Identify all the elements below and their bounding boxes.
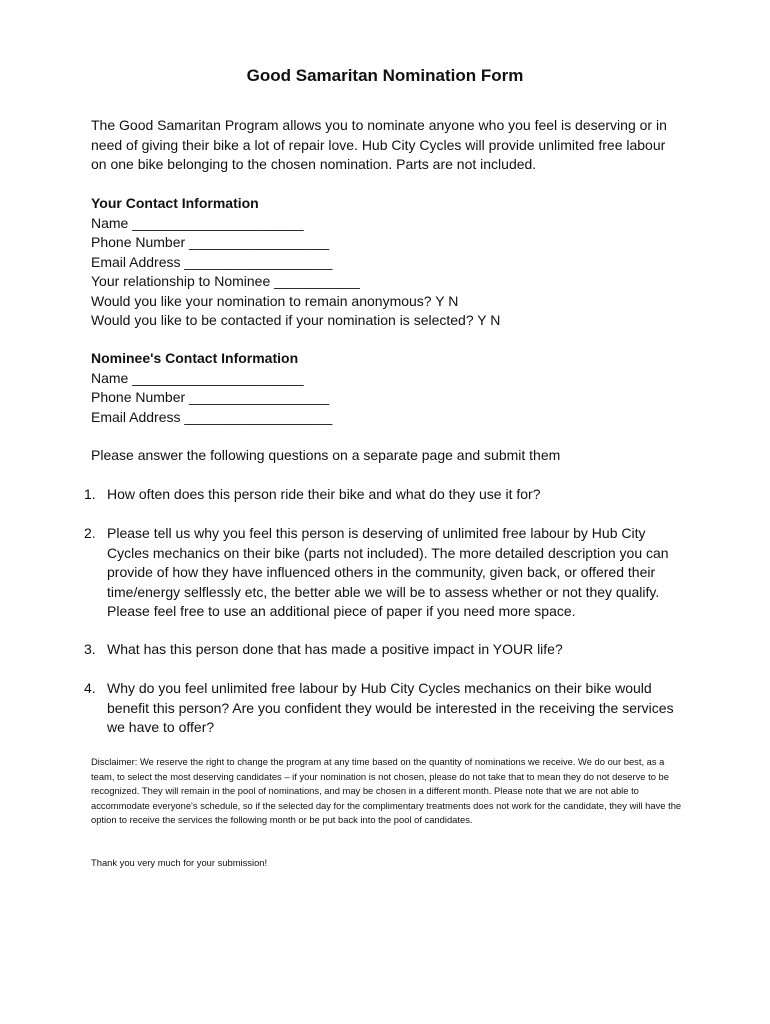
- your-contact-heading: Your Contact Information: [91, 195, 259, 211]
- page-title: Good Samaritan Nomination Form: [246, 66, 524, 85]
- anonymous-question: Would you like your nomination to remain anonymous? Y N: [91, 292, 459, 309]
- question-number: 2.: [84, 525, 96, 541]
- contacted-question: Would you like to be contacted if your nomination is selected? Y N: [91, 312, 501, 328]
- question-number: 1.: [84, 486, 96, 502]
- your-email-field: Email Address ___________________: [91, 253, 333, 270]
- instructions-text: Please answer the following questions on a separate page and submit them: [91, 447, 561, 463]
- your-phone-field: Phone Number __________________: [91, 234, 330, 250]
- question-number: 4.: [84, 680, 96, 696]
- question-text: Why do you feel unlimited free labour by Hub City Cycles mechanics on their bike would benefit this person? Are you confident they would be interested in the receiving the services we have to offer?: [107, 680, 674, 735]
- question-number: 3.: [84, 641, 96, 657]
- thank-you-text: Thank you very much for your submission!: [91, 857, 268, 868]
- nominee-contact-heading: Nominee's Contact Information: [91, 350, 299, 366]
- nominee-name-field: Name ______________________: [91, 369, 304, 386]
- question-text: What has this person done that has made a positive impact in YOUR life?: [107, 641, 563, 657]
- nominee-phone-field: Phone Number __________________: [91, 389, 330, 405]
- question-text: Please tell us why you feel this person is deserving of unlimited free labour by Hub City Cycles mechanics on their bike (parts not included). The more detailed description you can provide of how they have influenced others in the community, given back, or offered their time/energy selflessly etc, the better able we will be to assess whether or not they qualify. Please feel free to use an additional piece of paper if you need more space.: [107, 525, 669, 619]
- disclaimer-text: Disclaimer: We reserve the right to change the program at any time based on the quantity of nominations we receive. We do our best, as a team, to select the most deserving candidates – if your nomination is not chosen, please do not take that to mean they do not deserve to be recognized. They will remain in the pool of nominations, and may be chosen in a different month. Please note that we are not able to accommodate everyone's schedule, so if the selected day for the complimentary treatments does not work for the candidate, they will have the option to receive the services the following month or be put back into the pool of candidates.: [91, 756, 682, 826]
- intro-paragraph: The Good Samaritan Program allows you to nominate anyone who you feel is deserving or in need of giving their bike a lot of repair love. Hub City Cycles will provide unlimited free labour on one bike belonging to the chosen nomination. Parts are not included.: [91, 117, 667, 172]
- nominee-email-field: Email Address ___________________: [91, 408, 333, 425]
- your-contact-section: [91, 194, 691, 331]
- relationship-field: Your relationship to Nominee ___________: [91, 273, 360, 289]
- nominee-contact-section: [91, 349, 691, 427]
- your-name-field: Name ______________________: [91, 214, 304, 231]
- question-text: How often does this person ride their bike and what do they use it for?: [107, 486, 541, 502]
